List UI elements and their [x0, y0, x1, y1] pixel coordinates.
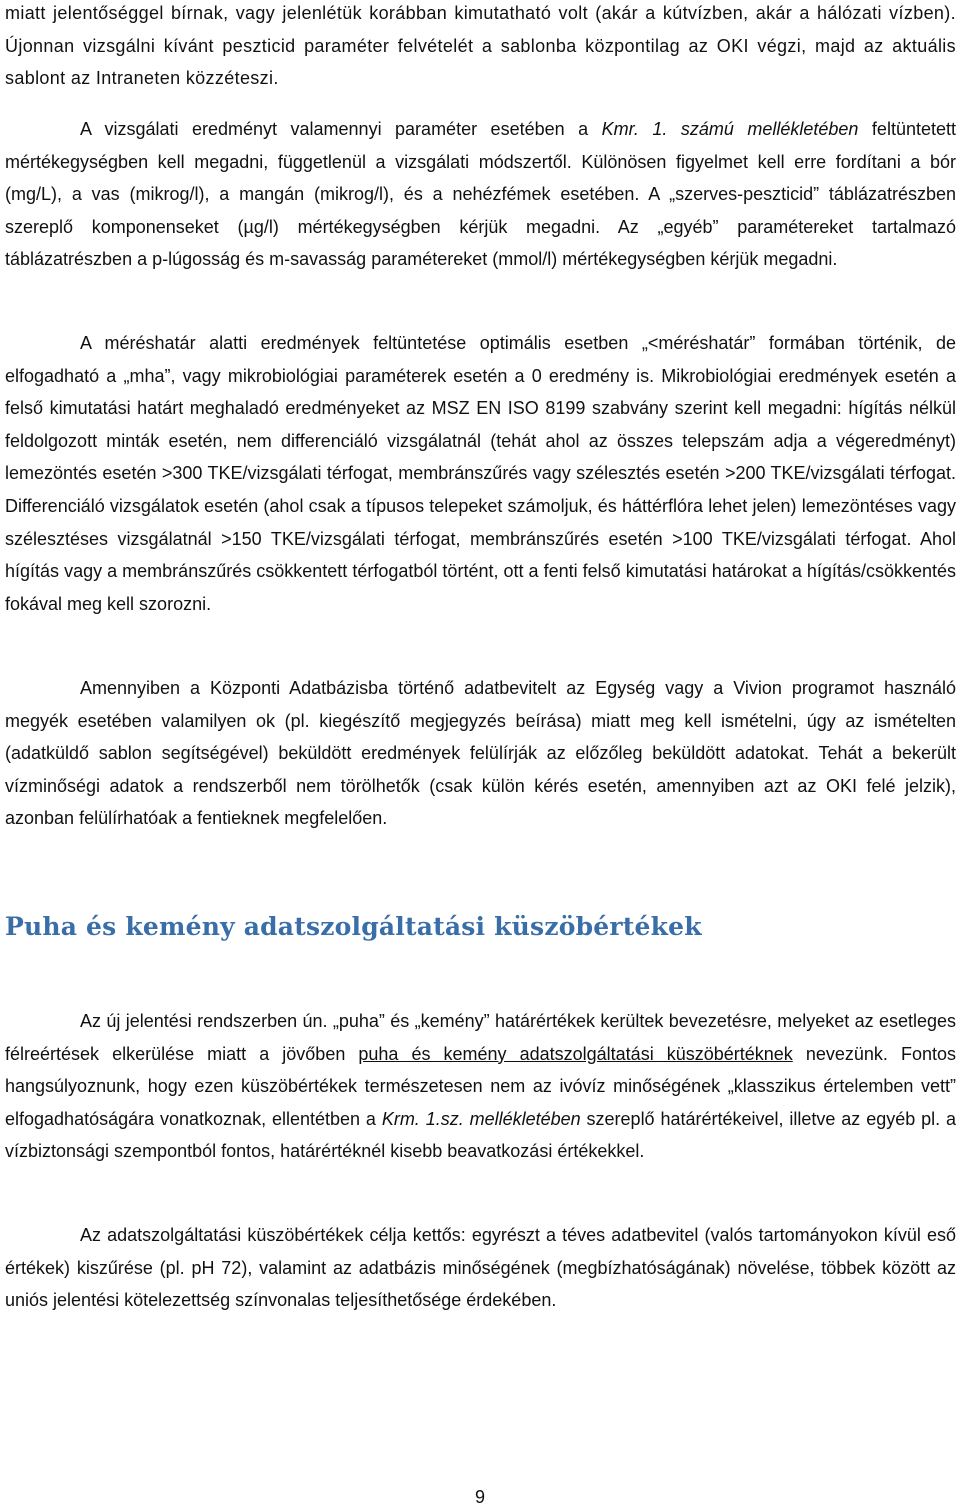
paragraph-mereshatar: A méréshatár alatti eredmények feltüntetése optimális esetben „<méréshatár” formában történik, de elfogadható a „mha”, vagy mikrobiológiai paraméterek esetén a 0 eredmény is. Mikrobiológiai eredmények esetén a felső kimutatási határt meghaladó eredményeket az MSZ EN ISO 8199 szabvány szerint kell megadni: hígítás nélkül feldolgozott minták esetén, nem differenciáló vizsgálatnál (tehát ahol az összes telepszám adja a végeredményt) lemezöntés esetén >300 TKE/vizsgálati térfogat, membránszűrés vagy szélesztés esetén >200 TKE/vizsgálati térfogat. Differenciáló vizsgálatok esetén (ahol csak a típusos telepeket számoljuk, és háttérflóra lehet jelen) lemezöntéses vagy szélesztéses vizsgálatnál >150 TKE/vizsgálati térfogat, membránszűrés esetén >100 TKE/vizsgálati térfogat. Ahol hígítás vagy a membránszűrés csökkentett térfogatból történt, ott a fenti felső kimutatási határokat a hígítás/csökkentés fokával meg kell szorozni. — [5, 333, 956, 614]
paragraph-kozponti-adatbazis: Amennyiben a Központi Adatbázisba történő adatbevitelt az Egység vagy a Vivion programot használó megyék esetében valamilyen ok (pl. kiegészítő megjegyzés beírása) miatt meg kell ismételni, úgy az ismételten (adatküldő sablon segítségével) beküldött eredmények felülírják az előzőleg beküldött adatokat. Tehát a bekerült vízminőségi adatok a rendszerből nem törölhetők (csak külön kérés esetén, amennyiben azt az OKI felé jelzik), azonban felülírhatóak a fentieknek megfelelően. — [5, 678, 956, 829]
paragraph-puha-kemeny-text-a: Az új jelentési rendszerben ún. „puha” és „kemény” határértékek kerültek bevezetésre, melyeket az esetleges félreértések elkerülése miatt a jövőben — [5, 1011, 956, 1064]
paragraph-kuszobertek-celja: Az adatszolgáltatási küszöbértékek célja kettős: egyrészt a téves adatbevitel (valós tartományokon kívül eső értékek) kiszűrése (pl. pH 72), valamint az adatbázis minőségének (megbízhatóságának) növelése, többek között az uniós jelentési kötelezettség színvonalas teljesíthetősége érdekében. — [5, 1225, 956, 1311]
kmr-reference-italic: Kmr. 1. számú mellékletében — [601, 119, 859, 139]
krm-reference-italic: Krm. 1.sz. mellékletében — [381, 1108, 581, 1129]
paragraph-peszticid-sablon: miatt jelentőséggel bírnak, vagy jelenlétük korábban kimutatható volt (akár a kútvízben, akár a hálózati vízben). Újonnan vizsgálni kívánt peszticid paraméter felvételét a sablonba központilag az OKI végzi, majd az aktuális sablont az Intraneten közzéteszi. — [5, 3, 956, 89]
paragraph-puha-kemeny-text-c: nevezünk. Fontos hangsúlyoznunk, hogy ezen küszöbértékek természetesen nem az ivóvíz minőségének „klasszikus értelemben vett” elfogadhatóságára vonatkoznak, ellentétben a — [5, 1043, 956, 1129]
kuszobertek-underlined-term: puha és kemény adatszolgáltatási küszöbértéknek — [358, 1043, 793, 1064]
paragraph-puha-kemeny-text-e: szereplő határértékeivel, illetve az egyéb pl. a vízbiztonsági szempontból fontos, határértéknél kisebb beavatkozási értékekkel. — [5, 1108, 957, 1162]
paragraph-mertekegyseg-text-a: A vizsgálati eredményt valamennyi paraméter esetében a — [80, 119, 602, 139]
paragraph-mertekegyseg-text-c: feltüntetett mértékegységben kell megadni, függetlenül a vizsgálati módszertől. Különösen figyelmet kell erre fordítani a bór (mg/L), a vas (mikrog/l), a mangán (mikrog/l), és a nehézfémek esetében. A „szerves-peszticid” táblázatrészben szereplő komponenseket (µg/l) mértékegységben kérjük megadni. Az „egyéb” paramétereket tartalmazó táblázatrészben a p-lúgosság és m-savasság paramétereket (mmol/l) mértékegységben kérjük megadni. — [5, 119, 956, 270]
paragraph-mertekegyseg — [5, 113, 956, 276]
section-heading: Puha és kemény adatszolgáltatási küszöbértékek — [5, 912, 702, 941]
paragraph-puha-kemeny — [5, 1005, 956, 1168]
page-number: 9 — [474, 1487, 485, 1507]
